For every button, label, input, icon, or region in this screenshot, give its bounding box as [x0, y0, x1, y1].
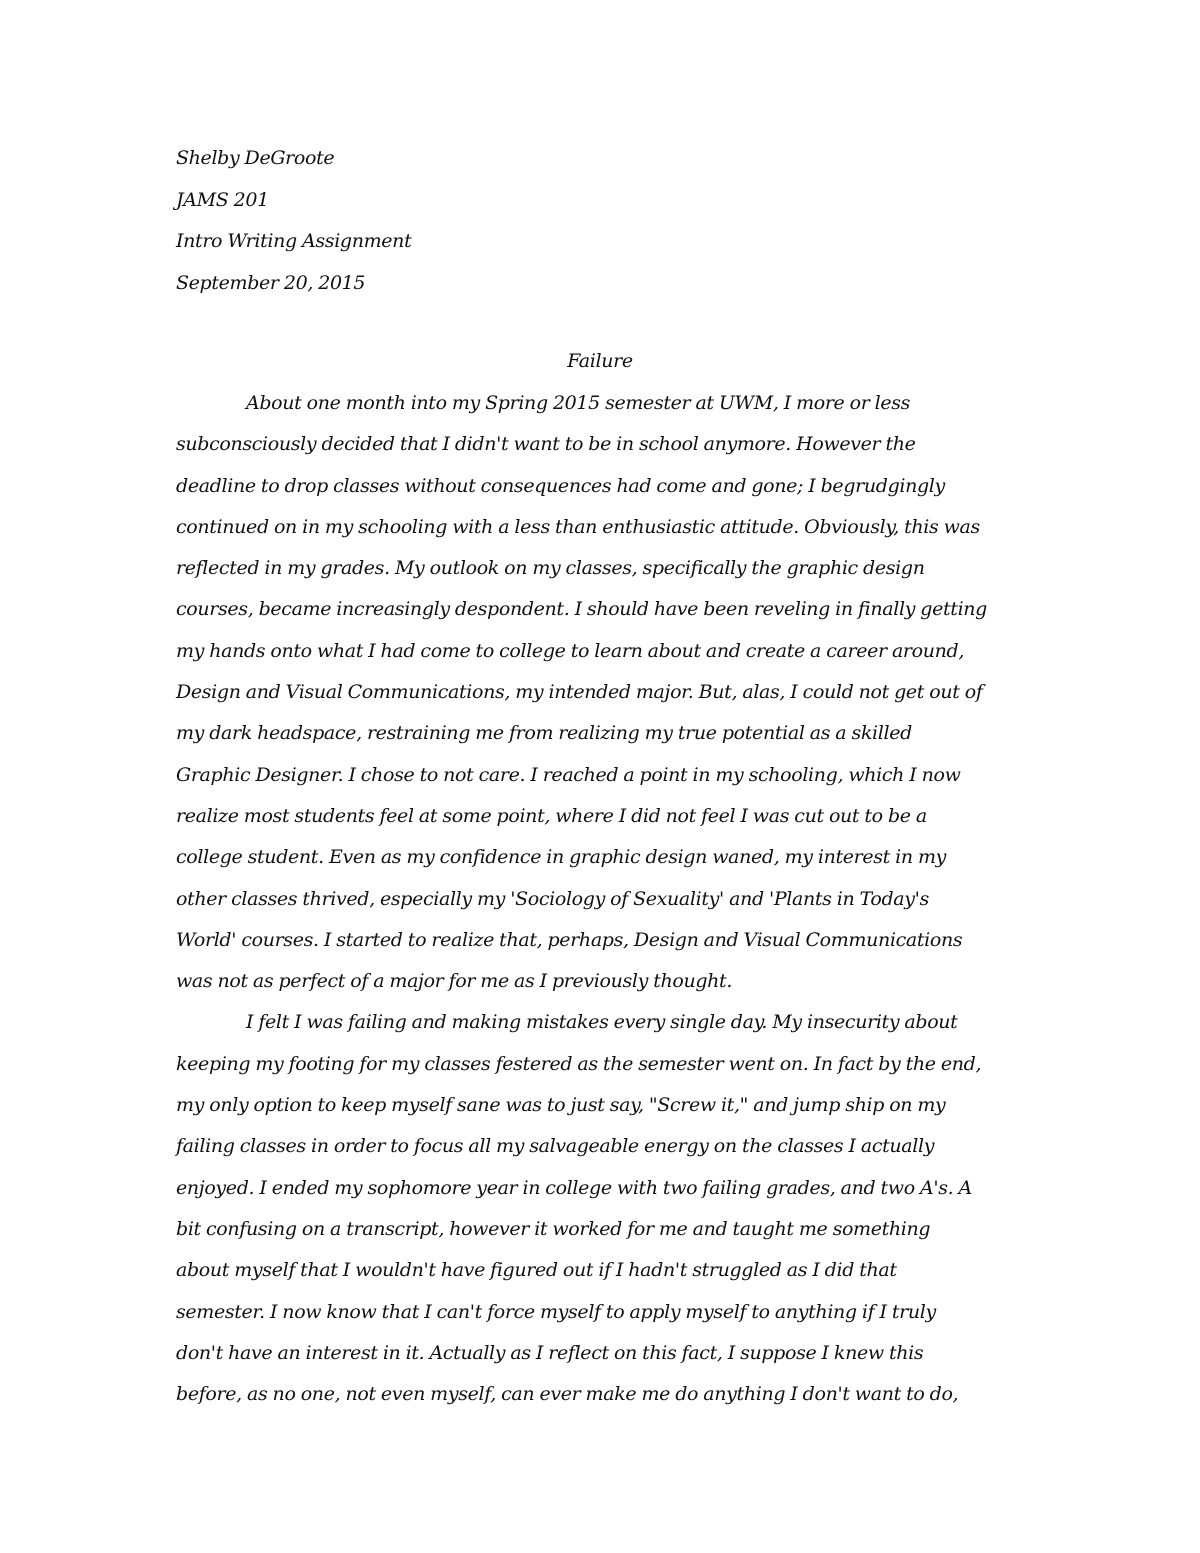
body-line: I felt I was failing and making mistakes every single day. My insecurity about	[246, 1011, 958, 1034]
document-date: September 20, 2015	[176, 271, 366, 294]
body-line: was not as perfect of a major for me as I previously thought.	[176, 970, 733, 993]
body-line: keeping my footing for my classes festered as the semester went on. In fact by the end,	[176, 1052, 982, 1075]
body-line: college student. Even as my confidence in graphic design waned, my interest in my	[176, 846, 946, 869]
body-line: semester. I now know that I can't force myself to apply myself to anything if I truly	[176, 1300, 936, 1323]
body-line: Graphic Designer. I chose to not care. I reached a point in my schooling, which I now	[176, 763, 961, 786]
document-title: Failure	[567, 350, 633, 372]
body-line: About one month into my Spring 2015 semester at UWM, I more or less	[246, 392, 911, 414]
body-line: continued on in my schooling with a less than enthusiastic attitude. Obviously, this was	[176, 515, 980, 538]
body-line: my dark headspace, restraining me from realizing my true potential as a skilled	[176, 722, 912, 745]
body-line: enjoyed. I ended my sophomore year in college with two failing grades, and two A's. A	[176, 1176, 972, 1199]
body-line: subconsciously decided that I didn't want to be in school anymore. However the	[176, 433, 916, 456]
assignment-name: Intro Writing Assignment	[176, 230, 412, 252]
document-body	[176, 383, 1036, 1415]
body-line: don't have an interest in it. Actually as I reflect on this fact, I suppose I knew this	[176, 1341, 924, 1364]
course-code: JAMS 201	[176, 188, 269, 211]
body-line: other classes thrived, especially my 'Sociology of Sexuality' and 'Plants in Today's	[176, 887, 929, 910]
body-line: Design and Visual Communications, my intended major. But, alas, I could not get out of	[176, 681, 983, 704]
body-line: my hands onto what I had come to college to learn about and create a career around,	[176, 639, 965, 662]
body-line: my only option to keep myself sane was to just say, "Screw it," and jump ship on my	[176, 1094, 946, 1117]
body-line: reflected in my grades. My outlook on my classes, specifically the graphic design	[176, 557, 925, 580]
body-line: realize most students feel at some point, where I did not feel I was cut out to be a	[176, 804, 927, 827]
body-line: failing classes in order to focus all my salvageable energy on the classes I actually	[176, 1135, 935, 1158]
document-heading	[176, 138, 1036, 304]
body-line: before, as no one, not even myself, can ever make me do anything I don't want to do,	[176, 1383, 959, 1406]
body-line: deadline to drop classes without consequences had come and gone; I begrudgingly	[176, 474, 945, 497]
body-line: about myself that I wouldn't have figured out if I hadn't struggled as I did that	[176, 1259, 897, 1282]
body-line: courses, became increasingly despondent. I should have been reveling in finally getting	[176, 598, 987, 621]
body-line: bit confusing on a transcript, however it worked for me and taught me something	[176, 1217, 931, 1240]
author-name: Shelby DeGroote	[176, 147, 335, 169]
body-line: World' courses. I started to realize that, perhaps, Design and Visual Communications	[176, 928, 963, 951]
